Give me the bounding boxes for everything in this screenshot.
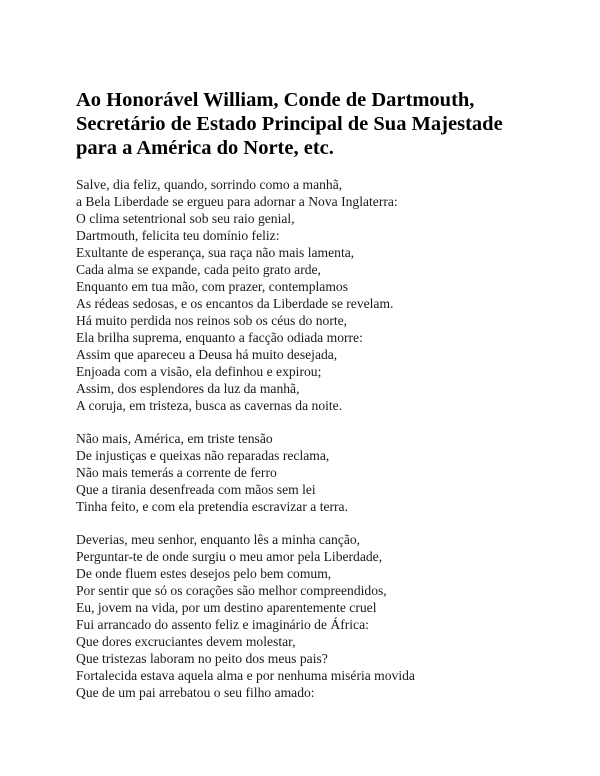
verse-line: De injustiças e queixas não reparadas reclama,: [76, 448, 330, 463]
poem-title: [76, 88, 576, 160]
verse-line: Não mais temerás a corrente de ferro: [76, 465, 277, 480]
verse-line: Fui arrancado do assento feliz e imaginário de África:: [76, 617, 369, 632]
stanza-1: [76, 176, 576, 414]
verse-line: Assim que apareceu a Deusa há muito desejada,: [76, 347, 338, 362]
verse-line: Dartmouth, felicita teu domínio feliz:: [76, 228, 280, 243]
verse-line: As rédeas sedosas, e os encantos da Liberdade se revelam.: [76, 296, 394, 311]
title-line: Secretário de Estado Principal de Sua Majestade: [76, 113, 503, 135]
verse-line: O clima setentrional sob seu raio genial,: [76, 211, 295, 226]
stanza-3: [76, 531, 576, 701]
verse-line: Tinha feito, e com ela pretendia escravizar a terra.: [76, 499, 348, 514]
verse-line: Salve, dia feliz, quando, sorrindo como a manhã,: [76, 177, 343, 192]
verse-line: Ela brilha suprema, enquanto a facção odiada morre:: [76, 330, 363, 345]
verse-line: De onde fluem estes desejos pelo bem comum,: [76, 566, 332, 581]
title-line: para a América do Norte, etc.: [76, 137, 334, 159]
verse-line: Que a tirania desenfreada com mãos sem lei: [76, 482, 316, 497]
verse-line: A coruja, em tristeza, busca as cavernas da noite.: [76, 398, 343, 413]
title-line: Ao Honorável William, Conde de Dartmouth,: [76, 89, 475, 111]
verse-line: Exultante de esperança, sua raça não mais lamenta,: [76, 245, 355, 260]
verse-line: Por sentir que só os corações são melhor compreendidos,: [76, 583, 387, 598]
stanza-2: [76, 430, 576, 515]
verse-line: Assim, dos esplendores da luz da manhã,: [76, 381, 300, 396]
verse-line: Enjoada com a visão, ela definhou e expirou;: [76, 364, 322, 379]
verse-line: Cada alma se expande, cada peito grato arde,: [76, 262, 321, 277]
verse-line: a Bela Liberdade se ergueu para adornar a Nova Inglaterra:: [76, 194, 398, 209]
verse-line: Fortalecida estava aquela alma e por nenhuma miséria movida: [76, 668, 415, 683]
verse-line: Deverias, meu senhor, enquanto lês a minha canção,: [76, 532, 361, 547]
verse-line: Eu, jovem na vida, por um destino aparentemente cruel: [76, 600, 377, 615]
verse-line: Que tristezas laboram no peito dos meus pais?: [76, 651, 328, 666]
verse-line: Que de um pai arrebatou o seu filho amado:: [76, 685, 315, 700]
verse-line: Que dores excruciantes devem molestar,: [76, 634, 296, 649]
verse-line: Não mais, América, em triste tensão: [76, 431, 273, 446]
verse-line: Perguntar-te de onde surgiu o meu amor pela Liberdade,: [76, 549, 383, 564]
verse-line: Enquanto em tua mão, com prazer, contemplamos: [76, 279, 348, 294]
verse-line: Há muito perdida nos reinos sob os céus do norte,: [76, 313, 348, 328]
